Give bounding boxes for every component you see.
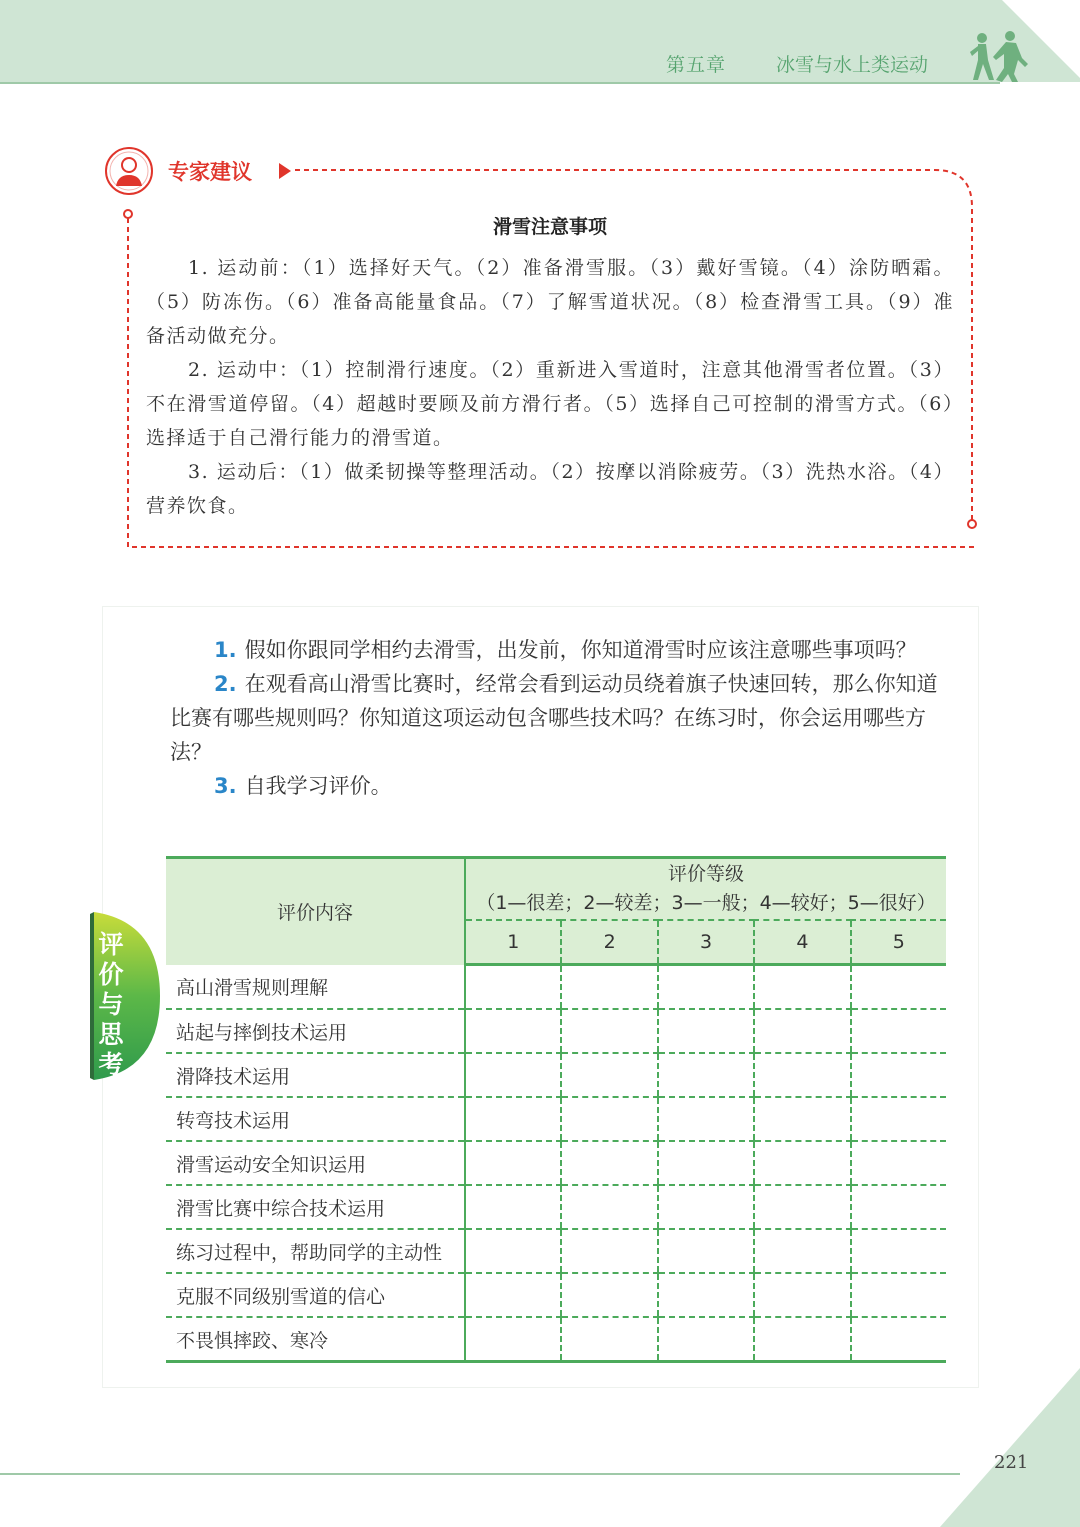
expert-avatar-icon	[104, 146, 154, 196]
score-cell[interactable]	[754, 965, 850, 1010]
evaluation-item: 练习过程中，帮助同学的主动性	[166, 1229, 465, 1273]
score-cell[interactable]	[561, 1273, 657, 1317]
score-cell[interactable]	[754, 1185, 850, 1229]
score-cell[interactable]	[754, 1317, 850, 1362]
evaluation-item: 不畏惧摔跤、寒冷	[166, 1317, 465, 1362]
question-number: 1.	[214, 638, 237, 662]
score-cell[interactable]	[658, 1141, 754, 1185]
question-item	[170, 633, 950, 667]
score-cell[interactable]	[851, 1185, 946, 1229]
side-tab-label: 评价与思考	[98, 930, 124, 1079]
table-row	[166, 1141, 946, 1185]
score-header: 3	[658, 920, 754, 965]
score-cell[interactable]	[658, 1053, 754, 1097]
evaluation-item: 滑雪比赛中综合技术运用	[166, 1185, 465, 1229]
question-number: 3.	[214, 774, 237, 798]
score-cell[interactable]	[658, 1097, 754, 1141]
score-cell[interactable]	[658, 1273, 754, 1317]
score-cell[interactable]	[851, 1273, 946, 1317]
score-cell[interactable]	[561, 1229, 657, 1273]
score-cell[interactable]	[465, 965, 561, 1010]
athletes-icon	[966, 30, 1030, 82]
chapter-title: 冰雪与水上类运动	[776, 54, 929, 76]
footer-corner-decoration	[940, 1368, 1080, 1527]
score-cell[interactable]	[851, 1229, 946, 1273]
score-cell[interactable]	[851, 1053, 946, 1097]
score-cell[interactable]	[465, 1009, 561, 1053]
score-cell[interactable]	[561, 1141, 657, 1185]
level-column-header	[465, 858, 946, 921]
table-row	[166, 1185, 946, 1229]
score-cell[interactable]	[754, 1141, 850, 1185]
question-text: 在观看高山滑雪比赛时，经常会看到运动员绕着旗子快速回转，那么你知道比赛有哪些规则吗？你知道这项运动包含哪些技术吗？在练习时，你会运用哪些方法？	[170, 672, 938, 764]
score-cell[interactable]	[658, 1229, 754, 1273]
score-header: 2	[561, 920, 657, 965]
footer-divider	[0, 1473, 960, 1475]
score-cell[interactable]	[754, 1097, 850, 1141]
score-cell[interactable]	[851, 1141, 946, 1185]
tip-body	[146, 251, 954, 523]
chapter-label: 第五章	[666, 54, 727, 76]
evaluation-item: 滑雪运动安全知识运用	[166, 1141, 465, 1185]
table-row	[166, 1097, 946, 1141]
question-item	[170, 769, 950, 803]
question-number: 2.	[214, 672, 237, 696]
content-column-header: 评价内容	[166, 858, 465, 965]
score-cell[interactable]	[561, 1053, 657, 1097]
question-text: 自我学习评价。	[244, 774, 392, 798]
score-cell[interactable]	[465, 1053, 561, 1097]
score-cell[interactable]	[561, 1009, 657, 1053]
level-title: 评价等级	[668, 863, 745, 885]
score-cell[interactable]	[851, 1097, 946, 1141]
tip-title: 滑雪注意事项	[492, 216, 607, 238]
score-cell[interactable]	[851, 1009, 946, 1053]
table-row	[166, 965, 946, 1010]
evaluation-item: 高山滑雪规则理解	[166, 965, 465, 1010]
score-cell[interactable]	[658, 1317, 754, 1362]
score-cell[interactable]	[754, 1229, 850, 1273]
tip-paragraph-after: 3. 运动后：（1）做柔韧操等整理活动。（2）按摩以消除疲劳。（3）洗热水浴。（4）营养饮食。	[146, 461, 954, 517]
question-list	[170, 633, 950, 803]
play-arrow-icon	[278, 162, 292, 180]
evaluation-item: 克服不同级别雪道的信心	[166, 1273, 465, 1317]
score-cell[interactable]	[851, 965, 946, 1010]
score-cell[interactable]	[561, 965, 657, 1010]
score-cell[interactable]	[658, 965, 754, 1010]
expert-advice-label: 专家建议	[168, 160, 252, 184]
table-row	[166, 1273, 946, 1317]
score-cell[interactable]	[465, 1317, 561, 1362]
score-cell[interactable]	[465, 1141, 561, 1185]
evaluation-item: 滑降技术运用	[166, 1053, 465, 1097]
question-text: 假如你跟同学相约去滑雪，出发前，你知道滑雪时应该注意哪些事项吗？	[244, 638, 917, 662]
score-cell[interactable]	[754, 1009, 850, 1053]
table-row	[166, 1053, 946, 1097]
evaluation-item: 转弯技术运用	[166, 1097, 465, 1141]
score-header: 5	[851, 920, 946, 965]
page-number: 221	[994, 1452, 1029, 1473]
score-cell[interactable]	[754, 1053, 850, 1097]
score-cell[interactable]	[561, 1097, 657, 1141]
score-cell[interactable]	[851, 1317, 946, 1362]
score-cell[interactable]	[561, 1317, 657, 1362]
header-divider	[0, 82, 1000, 84]
level-scale: （1—很差；2—较差；3—一般；4—较好；5—很好）	[476, 892, 936, 914]
table-row	[166, 1317, 946, 1362]
score-cell[interactable]	[465, 1097, 561, 1141]
score-cell[interactable]	[658, 1185, 754, 1229]
score-cell[interactable]	[754, 1273, 850, 1317]
tip-paragraph-during: 2. 运动中：（1）控制滑行速度。（2）重新进入雪道时，注意其他滑雪者位置。（3）不在滑雪道停留。（4）超越时要顾及前方滑行者。（5）选择自己可控制的滑雪方式。（6）选择适于自己滑行能力的滑雪道。	[146, 359, 954, 449]
score-cell[interactable]	[465, 1229, 561, 1273]
score-cell[interactable]	[465, 1273, 561, 1317]
score-cell[interactable]	[658, 1009, 754, 1053]
score-header: 1	[465, 920, 561, 965]
score-cell[interactable]	[561, 1185, 657, 1229]
table-row	[166, 1229, 946, 1273]
tip-paragraph-before: 1. 运动前：（1）选择好天气。（2）准备滑雪服。（3）戴好雪镜。（4）涂防晒霜。（5）防冻伤。（6）准备高能量食品。（7）了解雪道状况。（8）检查滑雪工具。（9）准备活动做充分。	[146, 257, 954, 347]
evaluation-item: 站起与摔倒技术运用	[166, 1009, 465, 1053]
question-item	[170, 667, 950, 769]
table-row	[166, 1009, 946, 1053]
score-cell[interactable]	[465, 1185, 561, 1229]
score-header: 4	[754, 920, 850, 965]
evaluation-table	[166, 856, 946, 1363]
